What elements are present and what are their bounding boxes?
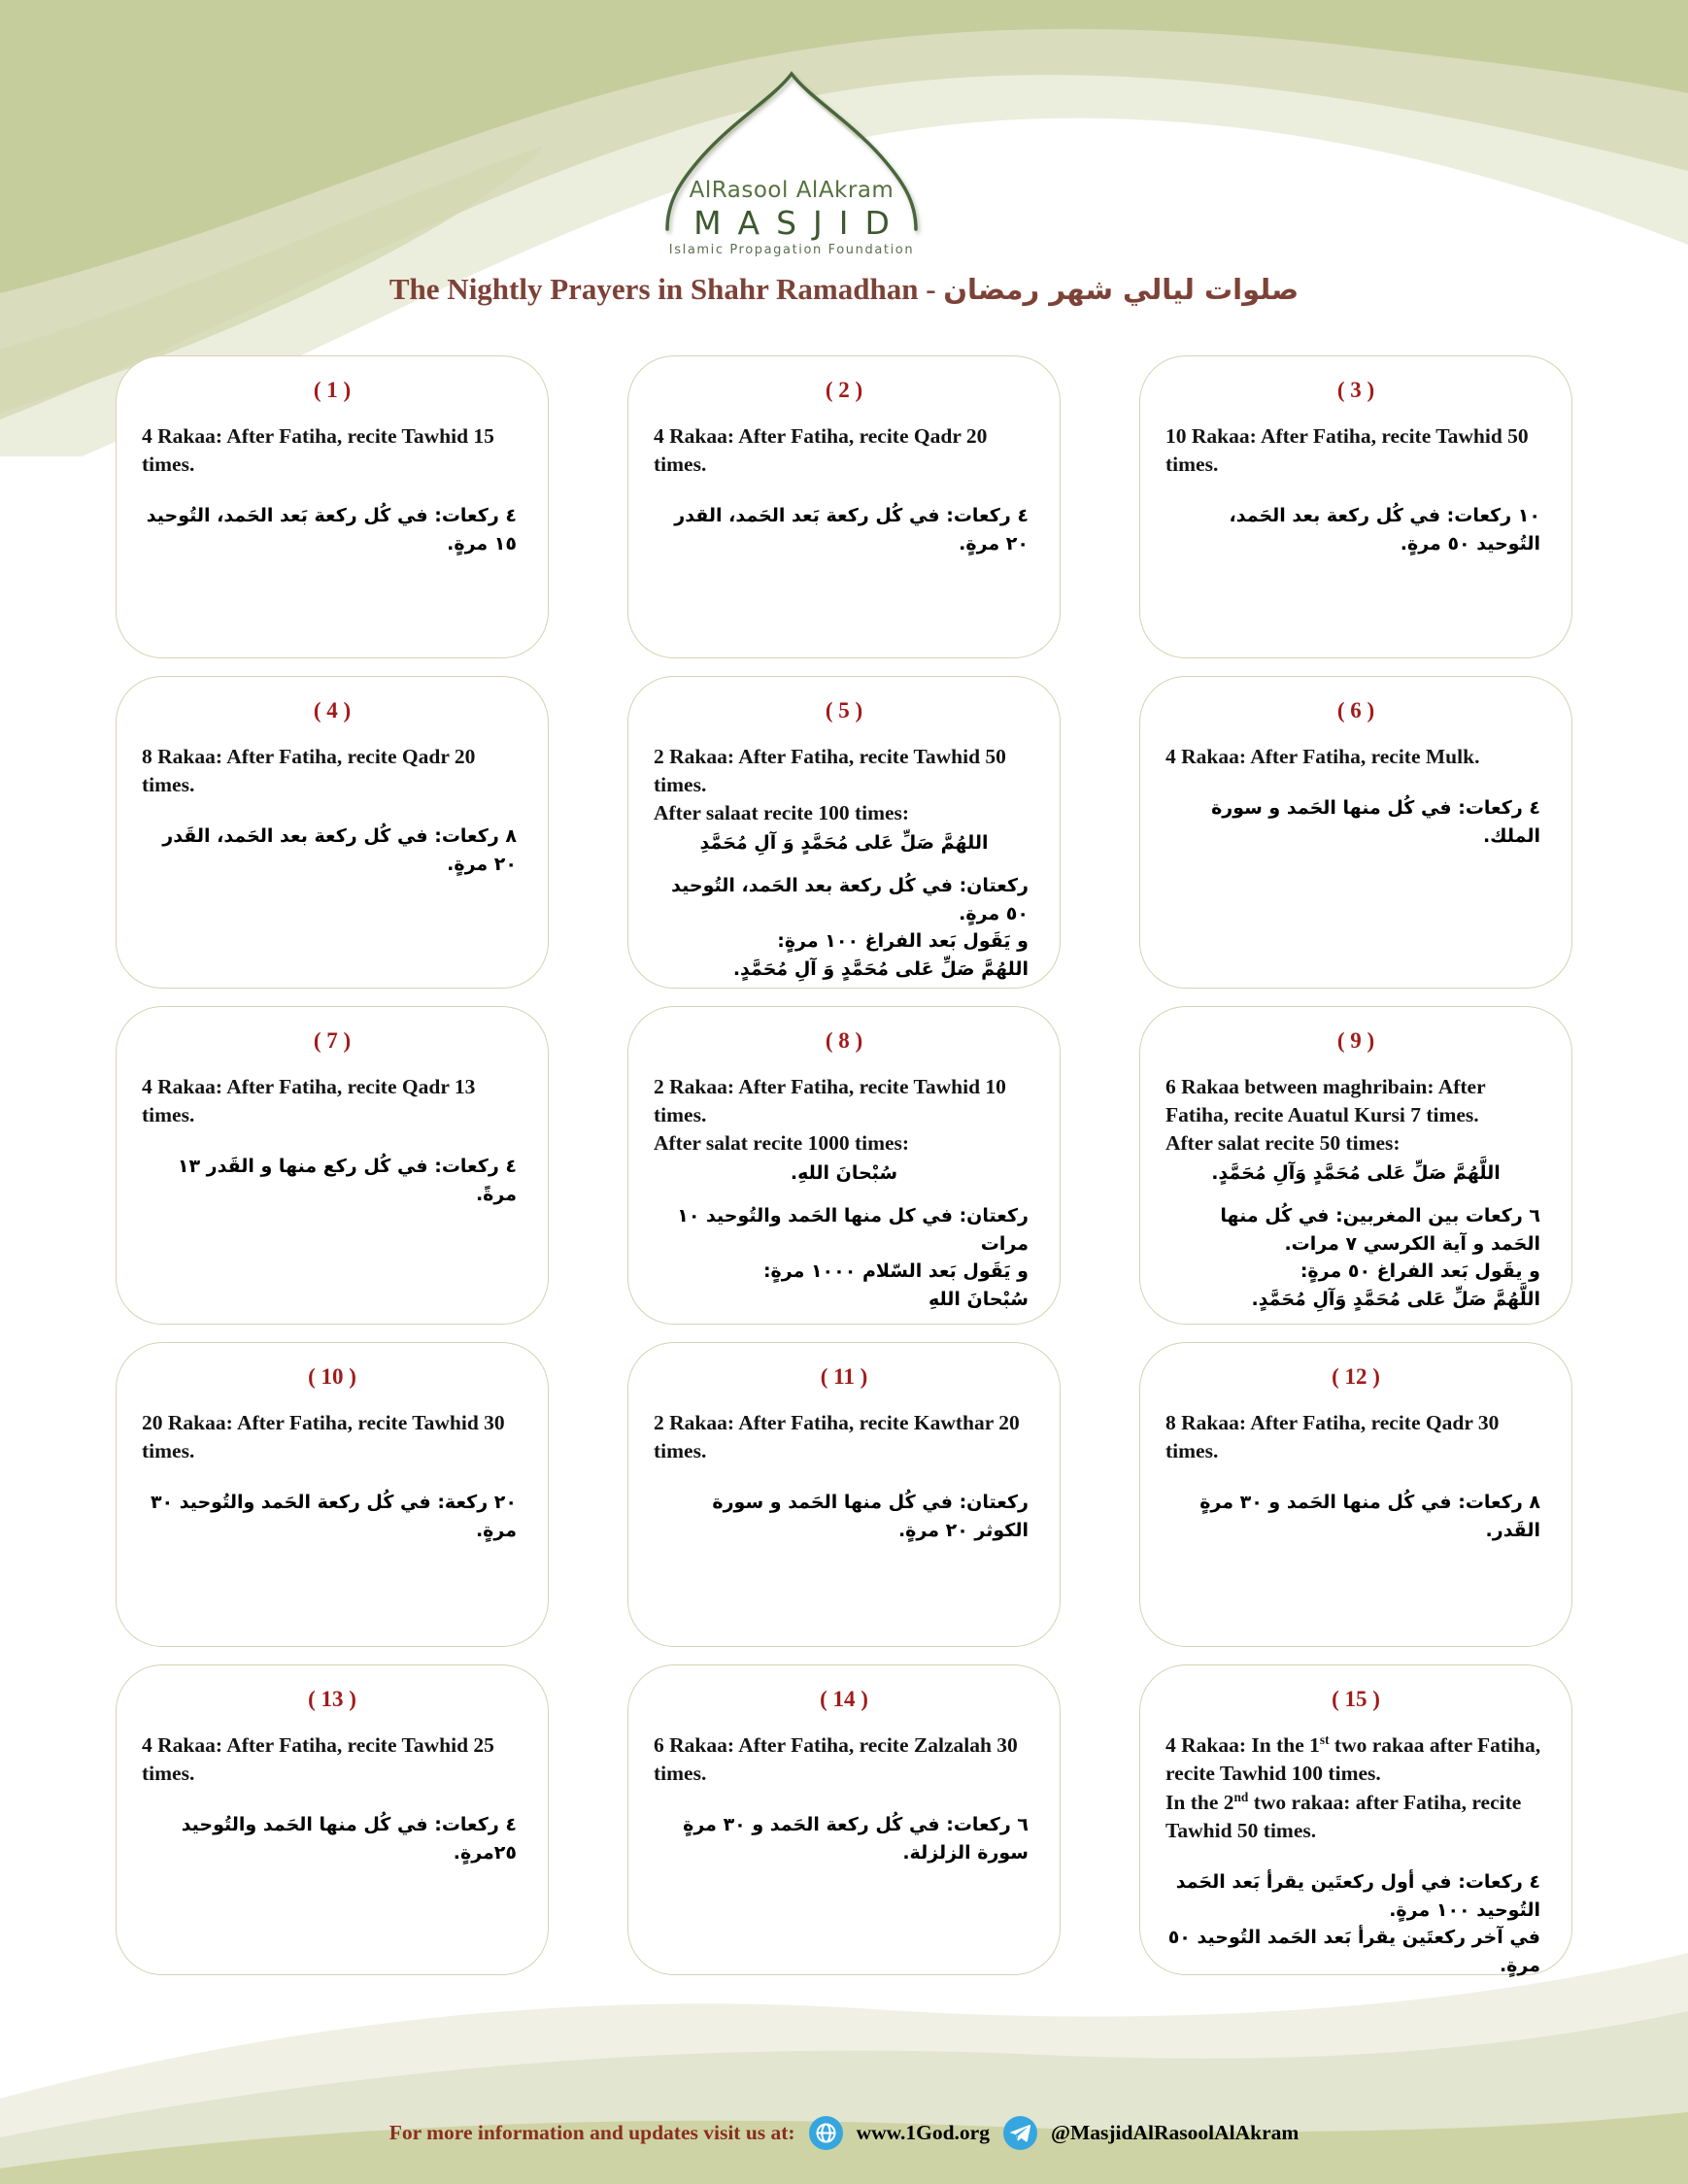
prayer-card-10 — [116, 1342, 549, 1647]
prayer-card-6 — [1139, 676, 1572, 989]
card-number: ( 5 ) — [825, 698, 863, 722]
card-instruction-english: 20 Rakaa: After Fatiha, recite Tawhid 30 times. — [142, 1411, 505, 1463]
prayer-card-4 — [116, 676, 549, 989]
card-dua-arabic: اللهُمَّ صَلِّ عَلى مُحَمَّدٍ وَ آلِ مُحَمَّدِ — [699, 831, 989, 854]
card-number: ( 2 ) — [825, 378, 863, 402]
card-instruction-arabic: ٤ ركعات: في كُل ركعة بَعد الحَمد، التُوحيد ١٥ مرةٍ. — [146, 505, 517, 554]
logo-masjid: MASJID — [693, 204, 906, 242]
card-instruction-english: 8 Rakaa: After Fatiha, recite Qadr 20 times. — [142, 745, 476, 797]
card-instruction-arabic: ركعتان: في كُل ركعة بعد الحَمد، التُوحيد ٥٠ مرةٍ. و يَقَول بَعد الفراغ ١٠٠ مرةٍ: اللهُمَّ صَلِّ عَلى مُحَمَّدٍ وَ آلِ مُحَمَّدٍ. — [671, 875, 1029, 980]
card-number: ( 11 ) — [820, 1364, 868, 1389]
card-instruction-english: 10 Rakaa: After Fatiha, recite Tawhid 50 times. — [1165, 424, 1529, 477]
card-instruction-english: 8 Rakaa: After Fatiha, recite Qadr 30 times. — [1165, 1411, 1500, 1463]
prayer-card-7 — [116, 1006, 549, 1325]
card-number: ( 13 ) — [308, 1687, 356, 1711]
card-instruction-arabic: ٨ ركعات: في كُل ركعة بعد الحَمد، القَدر ٢٠ مرةٍ. — [162, 825, 517, 875]
card-instruction-english: 2 Rakaa: After Fatiha, recite Tawhid 10 times. After salat recite 1000 times: — [654, 1075, 1006, 1156]
card-number: ( 9 ) — [1336, 1028, 1375, 1053]
card-instruction-arabic: ٤ ركعات: في كُل ركعة بَعد الحَمد، القدر ٢٠ مرةٍ. — [674, 505, 1029, 554]
card-dua-arabic: اللَّهُمَّ صَلِّ عَلى مُحَمَّدٍ وَآلِ مُحَمَّدٍ. — [1211, 1161, 1501, 1184]
card-instruction-english: 4 Rakaa: After Fatiha, recite Tawhid 25 times. — [142, 1733, 494, 1786]
prayer-card-12 — [1139, 1342, 1572, 1647]
card-instruction-arabic: ٤ ركعات: في كُل منها الحَمد والتُوحيد ٢٥مرةٍ. — [181, 1814, 517, 1864]
website-url[interactable]: www.1God.org — [856, 2121, 990, 2144]
card-instruction-english: 4 Rakaa: After Fatiha, recite Mulk. — [1165, 745, 1480, 768]
prayer-card-15 — [1139, 1664, 1572, 1975]
card-number: ( 6 ) — [1336, 698, 1375, 722]
card-number: ( 4 ) — [313, 698, 352, 722]
card-number: ( 15 ) — [1332, 1687, 1380, 1711]
card-instruction-english: 2 Rakaa: After Fatiha, recite Tawhid 50 times. After salaat recite 100 times: — [654, 745, 1006, 825]
card-instruction-english: 4 Rakaa: After Fatiha, recite Qadr 20 times. — [654, 424, 988, 477]
card-instruction-arabic: ٤ ركعات: في كُل ركع منها و القَدر ١٣ مرةً. — [177, 1156, 517, 1205]
masjid-logo — [568, 178, 1015, 257]
card-instruction-arabic: ٦ ركعات بين المغربين: في كُل منها الحَمد و آية الكرسي ٧ مرات. و يقَول بَعد الفراغ ٥٠ مرةٍ: اللَّهُمَّ صَلِّ عَلى مُحَمَّدٍ وَآلِ مُحَمَّدٍ. — [1220, 1205, 1540, 1310]
footer-label: For more information and updates visit us at: — [388, 2121, 795, 2144]
telegram-icon — [1002, 2115, 1038, 2151]
card-instruction-english: 4 Rakaa: After Fatiha, recite Tawhid 15 times. — [142, 424, 494, 477]
logo-name: AlRasool AlAkram — [689, 178, 895, 203]
card-number: ( 7 ) — [313, 1028, 352, 1053]
card-number: ( 8 ) — [825, 1028, 863, 1053]
prayer-card-3 — [1139, 355, 1572, 658]
card-instruction-arabic: ركعتان: في كُل منها الحَمد و سورة الكوثر ٢٠ مرةٍ. — [712, 1492, 1029, 1541]
card-number: ( 1 ) — [313, 378, 352, 402]
card-instruction-english: 2 Rakaa: After Fatiha, recite Kawthar 20 times. — [654, 1411, 1020, 1463]
page-title-english: The Nightly Prayers in Shahr Ramadhan - — [388, 272, 936, 306]
card-instruction-arabic: ٦ ركعات: في كُل ركعة الحَمد و ٣٠ مرةٍ سورة الزلزلة. — [683, 1814, 1029, 1864]
card-instruction-arabic: ٢٠ ركعة: في كُل ركعة الحَمد والتُوحيد ٣٠ مرةٍ. — [150, 1492, 517, 1541]
prayer-card-13 — [116, 1664, 549, 1975]
prayer-card-8 — [627, 1006, 1061, 1325]
prayer-card-5 — [627, 676, 1061, 989]
card-instruction-english: 4 Rakaa: In the 1st two rakaa after Fatiha, recite Tawhid 100 times. In the 2nd two rakaa: after Fatiha, recite Tawhid 50 times. — [1165, 1732, 1541, 1843]
page-title — [0, 272, 1688, 307]
prayer-card-2 — [627, 355, 1061, 658]
card-number: ( 3 ) — [1336, 378, 1375, 402]
page-title-arabic: صلوات ليالي شهر رمضان — [943, 273, 1300, 306]
telegram-handle[interactable]: @MasjidAlRasoolAlAkram — [1050, 2121, 1300, 2144]
card-instruction-arabic: ٤ ركعات: في كُل منها الحَمد و سورة الملك. — [1211, 797, 1540, 847]
card-instruction-english: 4 Rakaa: After Fatiha, recite Qadr 13 times. — [142, 1075, 476, 1127]
prayer-cards-grid — [116, 355, 1572, 1975]
logo-foundation: Islamic Propagation Foundation — [668, 243, 915, 257]
card-number: ( 10 ) — [308, 1364, 356, 1389]
card-instruction-arabic: ٨ ركعات: في كُل منها الحَمد و ٣٠ مرةٍ القَدر. — [1199, 1492, 1540, 1541]
prayer-card-11 — [627, 1342, 1061, 1647]
card-instruction-arabic: ٤ ركعات: في أول ركعتَين يقرأ بَعد الحَمد التُوحيد ١٠٠ مرةٍ. في آخر ركعتَين يقرأ بَعد الحَمد التُوحيد ٥٠ مرةٍ. — [1167, 1871, 1540, 1976]
card-number: ( 12 ) — [1332, 1364, 1380, 1389]
card-instruction-english: 6 Rakaa: After Fatiha, recite Zalzalah 30 times. — [654, 1733, 1018, 1786]
prayer-card-9 — [1139, 1006, 1572, 1325]
footer-contact-bar — [0, 2115, 1688, 2151]
website-globe-icon — [808, 2115, 844, 2151]
card-dua-arabic: سُبْحانَ اللهِ. — [790, 1161, 898, 1184]
prayer-card-1 — [116, 355, 549, 658]
card-number: ( 14 ) — [820, 1687, 868, 1711]
card-instruction-arabic: ١٠ ركعات: في كُل ركعة بعد الحَمد، التُوحيد ٥٠ مرةٍ. — [1229, 505, 1540, 554]
card-instruction-arabic: ركعتان: في كل منها الحَمد والتُوحيد ١٠ مرات و يَقَول بَعد السّلام ١٠٠٠ مرةٍ: سُبْحانَ اللهِ — [677, 1205, 1029, 1310]
prayer-card-14 — [627, 1664, 1061, 1975]
card-instruction-english: 6 Rakaa between maghribain: After Fatiha, recite Auatul Kursi 7 times. After salat recite 50 times: — [1165, 1075, 1486, 1156]
